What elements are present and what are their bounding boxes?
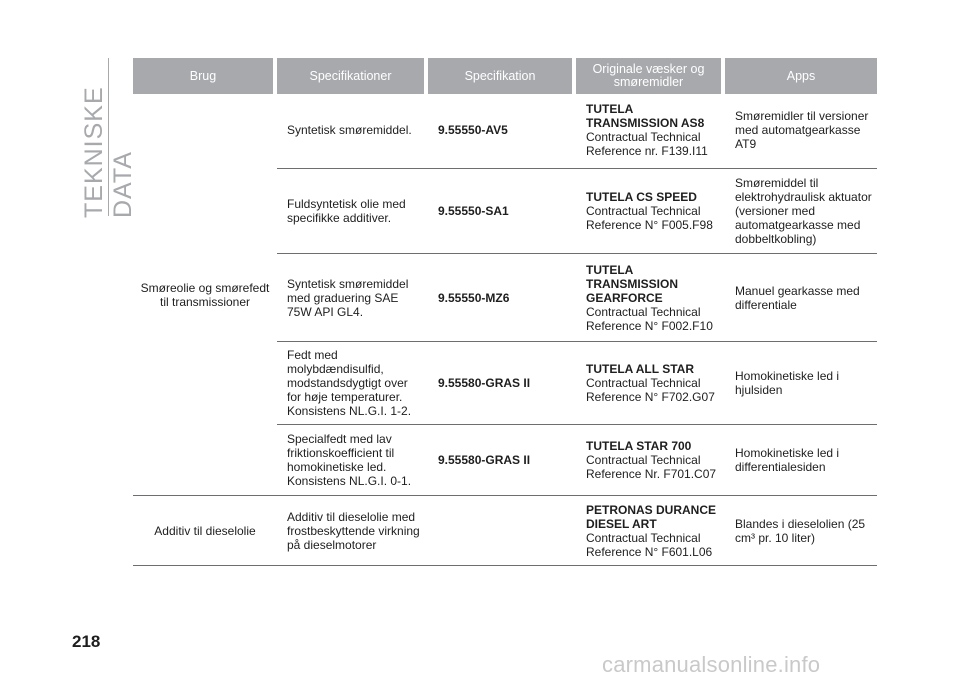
product-reference: Contractual Technical Reference Nr. F701.C07 — [586, 453, 717, 481]
product-cell — [576, 169, 725, 254]
app-cell: Homokinetiske led i hjulsiden — [725, 342, 877, 425]
spec-cell: Additiv til dieselolie med frostbeskyttende virkning på dieselmotorer — [277, 496, 428, 566]
spec-cell: Specialfedt med lav friktionskoefficient til homokinetiske led. Konsistens NL.G.I. 0-1. — [277, 425, 428, 496]
header-original-fluids: Originale væsker og smøremidler — [576, 58, 725, 94]
product-reference: Contractual Technical Reference N° F702.G07 — [586, 376, 715, 404]
usage-cell: Additiv til dieselolie — [133, 496, 277, 566]
spec-code-cell: 9.55580-GRAS II — [428, 425, 576, 496]
product-cell — [576, 496, 725, 566]
app-cell: Manuel gearkasse med differentiale — [725, 254, 877, 342]
product-cell — [576, 425, 725, 496]
product-cell — [576, 342, 725, 425]
spec-cell: Fuldsyntetisk olie med specifikke additiver. — [277, 169, 428, 254]
product-cell — [576, 254, 725, 342]
spec-cell: Syntetisk smøremiddel. — [277, 94, 428, 169]
page-number: 218 — [72, 632, 101, 651]
product-name: TUTELA STAR 700 — [586, 439, 692, 453]
table-row — [133, 94, 877, 169]
section-title: TEKNISKE DATA — [80, 86, 137, 218]
product-name: TUTELA ALL STAR — [586, 362, 694, 376]
table-row — [133, 496, 877, 566]
header-apps: Apps — [725, 58, 877, 94]
lubricants-table — [133, 58, 877, 566]
header-usage: Brug — [133, 58, 277, 94]
spec-cell: Syntetisk smøremiddel med graduering SAE 75W API GL4. — [277, 254, 428, 342]
app-cell: Smøremiddel til elektrohydraulisk aktuator (versioner med automatgearkasse med dobbeltkobling) — [725, 169, 877, 254]
product-reference: Contractual Technical Reference N° F005.F98 — [586, 204, 713, 232]
section-title-rule — [108, 58, 109, 216]
spec-code-cell: 9.55550-SA1 — [428, 169, 576, 254]
header-specifications: Specifikationer — [277, 58, 428, 94]
product-reference: Contractual Technical Reference nr. F139.I11 — [586, 129, 708, 158]
product-reference: Contractual Technical Reference N° F601.L06 — [586, 530, 713, 559]
spec-cell: Fedt med molybdændisulfid, modstandsdygtigt over for høje temperaturer. Konsistens NL.G.I. 1-2. — [277, 342, 428, 425]
product-name: PETRONAS DURANCE DIESEL ART — [586, 502, 717, 531]
app-cell: Blandes i dieselolien (25 cm³ pr. 10 liter) — [725, 496, 877, 566]
spec-code-cell: 9.55580-GRAS II — [428, 342, 576, 425]
product-reference: Contractual Technical Reference N° F002.F10 — [586, 304, 713, 333]
watermark: carmanualsonline.info — [602, 652, 821, 677]
product-cell — [576, 94, 725, 169]
usage-cell: Smøreolie og smørefedt til transmissioner — [133, 94, 277, 496]
spec-code-cell: 9.55550-MZ6 — [428, 254, 576, 342]
spec-code-cell — [428, 496, 576, 566]
product-name: TUTELA TRANSMISSION GEARFORCE — [586, 262, 679, 305]
app-cell: Smøremidler til versioner med automatgearkasse AT9 — [725, 94, 877, 169]
product-name: TUTELA CS SPEED — [586, 190, 697, 204]
spec-code-cell: 9.55550-AV5 — [428, 94, 576, 169]
product-name: TUTELA TRANSMISSION AS8 — [586, 101, 705, 130]
header-specification: Specifikation — [428, 58, 576, 94]
table-header-row — [133, 58, 877, 94]
app-cell: Homokinetiske led i differentialesiden — [725, 425, 877, 496]
